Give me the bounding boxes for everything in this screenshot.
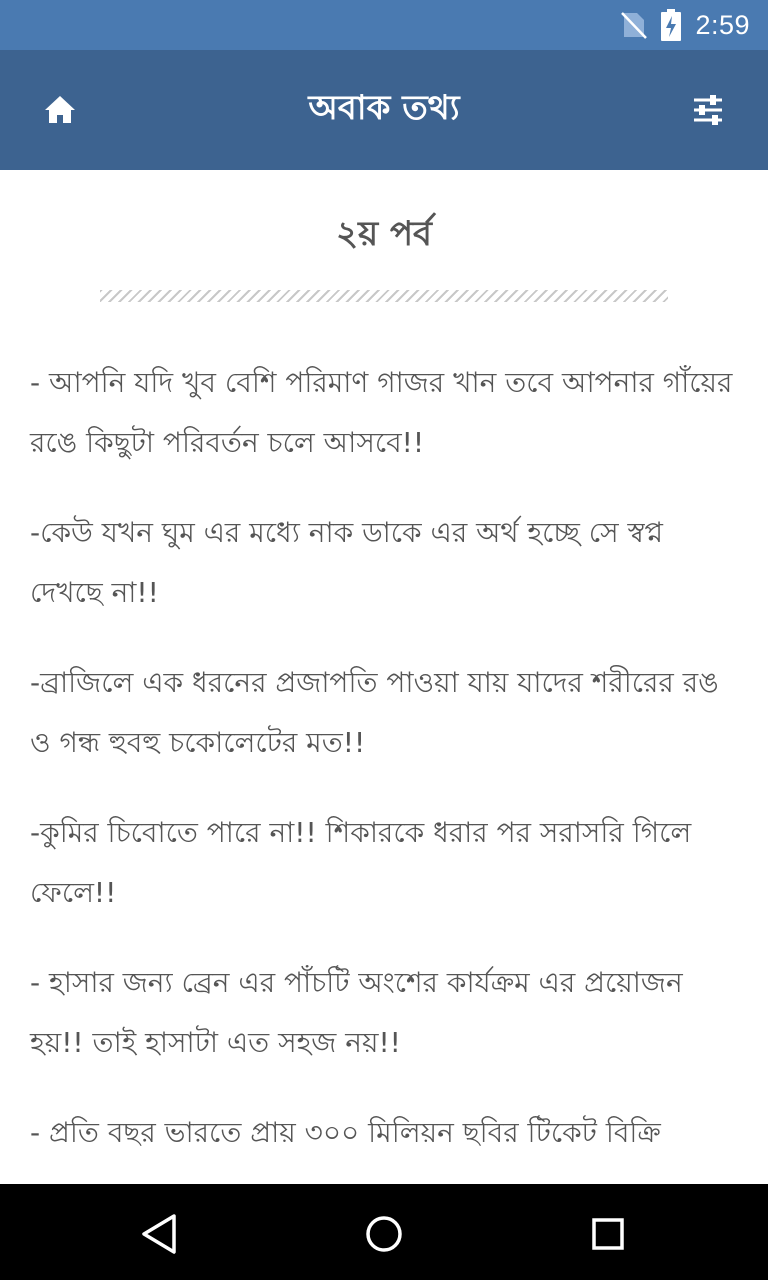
recents-icon	[586, 1212, 630, 1256]
fact-paragraph: -কেউ যখন ঘুম এর মধ্যে নাক ডাকে এর অর্থ হচ্ছে সে স্বপ্ন দেখছে না!!	[30, 516, 664, 609]
battery-charging-icon	[661, 9, 681, 41]
hatched-divider	[100, 290, 668, 302]
no-sim-icon	[621, 11, 647, 39]
home-nav-button[interactable]	[362, 1212, 406, 1256]
status-time: 2:59	[695, 9, 750, 40]
status-bar	[0, 0, 768, 50]
settings-button[interactable]	[688, 90, 728, 130]
fact-paragraph: - আপনি যদি খুব বেশি পরিমাণ গাজর খান তবে আপনার গাঁয়ের রঙে কিছুটা পরিবর্তন চলে আসবে!!	[30, 366, 733, 459]
app-title: অবাক তথ্য	[308, 87, 460, 128]
back-icon	[138, 1212, 182, 1256]
recents-button[interactable]	[586, 1212, 630, 1256]
home-button[interactable]	[40, 90, 80, 130]
fact-paragraph: -ব্রাজিলে এক ধরনের প্রজাপতি পাওয়া যায় যাদের শরীরের রঙ ও গন্ধ হুবহু চকোলেটের মত!!	[30, 666, 719, 759]
episode-title: ২য় পর্ব	[336, 214, 432, 254]
home-circle-icon	[362, 1212, 406, 1256]
fact-paragraph: - প্রতি বছর ভারতে প্রায় ৩০০ মিলিয়ন ছবির টিকেট বিক্রি	[30, 1116, 661, 1149]
home-icon	[40, 90, 80, 130]
back-button[interactable]	[138, 1212, 182, 1256]
fact-paragraph: -কুমির চিবোতে পারে না!! শিকারকে ধরার পর সরাসরি গিলে ফেলে!!	[30, 816, 692, 909]
app-bar	[0, 50, 768, 170]
content-area[interactable]	[0, 170, 768, 1184]
tune-icon	[688, 90, 728, 130]
navigation-bar	[0, 1184, 768, 1280]
fact-paragraph: - হাসার জন্য ব্রেন এর পাঁচটি অংশের কার্যক্রম এর প্রয়োজন হয়!! তাই হাসাটা এত সহজ নয়!!	[30, 966, 683, 1059]
